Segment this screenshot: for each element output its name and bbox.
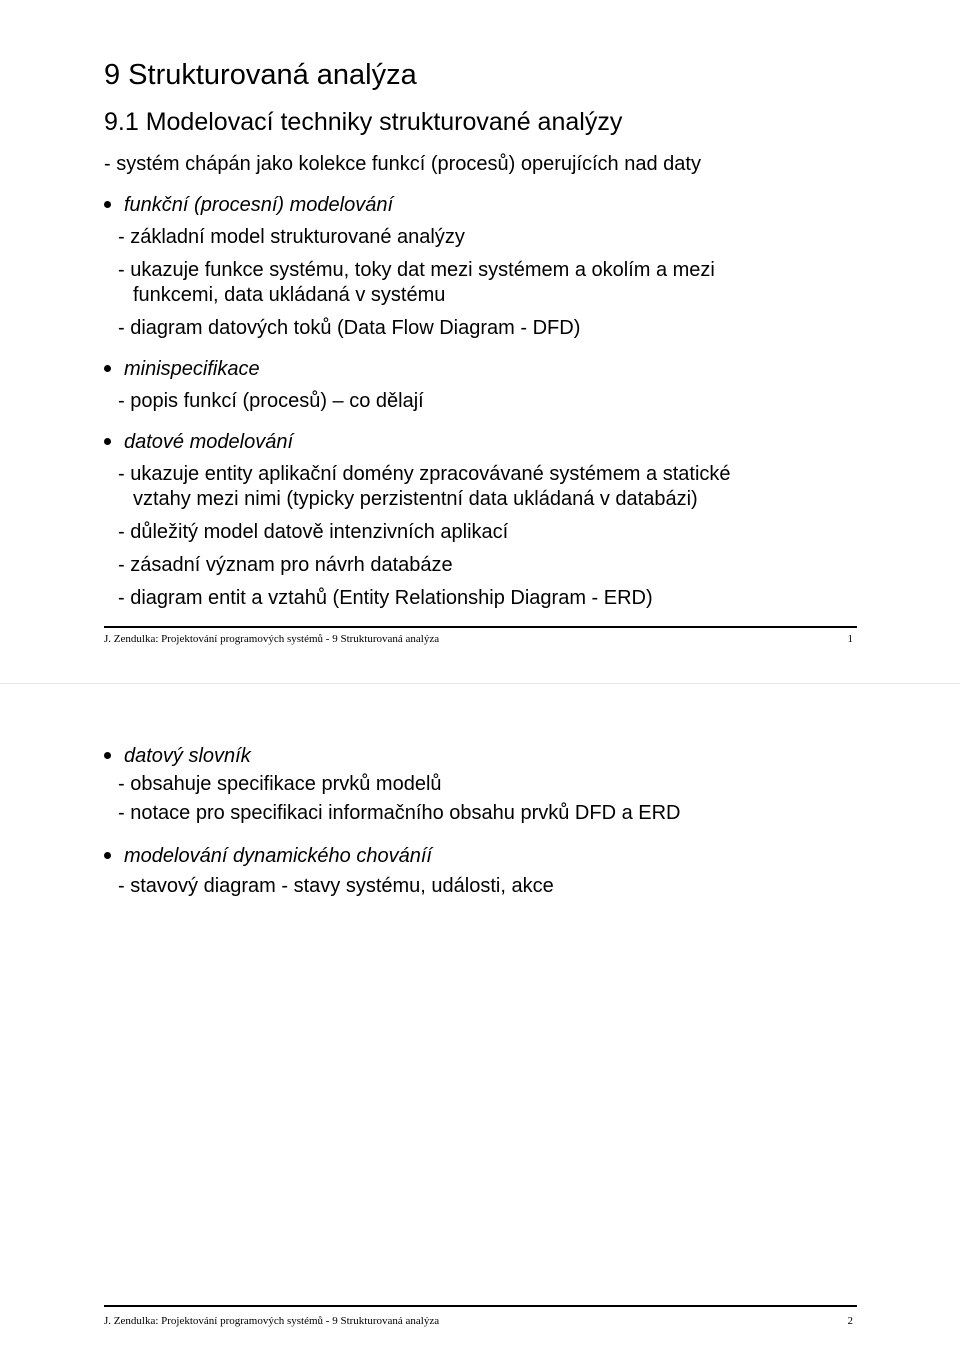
list-item: - diagram entit a vztahů (Entity Relationship Diagram - ERD): [118, 587, 653, 609]
bullet-icon: [104, 365, 111, 372]
list-item-continuation: funkcemi, data ukládaná v systému: [133, 284, 446, 306]
footer-caption: J. Zendulka: Projektování programových systémů - 9 Strukturovaná analýza: [104, 633, 440, 645]
bullet-icon: [104, 438, 111, 445]
list-item: - ukazuje entity aplikační domény zpracovávané systémem a statické: [118, 463, 731, 485]
list-item: - obsahuje specifikace prvků modelů: [118, 773, 442, 795]
list-item-continuation: vztahy mezi nimi (typicky perzistentní data ukládaná v databázi): [133, 488, 698, 510]
page-title: 9 Strukturovaná analýza: [104, 59, 417, 91]
list-item: - základní model strukturované analýzy: [118, 226, 465, 248]
page-number: 1: [847, 633, 853, 645]
list-item: - notace pro specifikaci informačního obsahu prvků DFD a ERD: [118, 802, 681, 824]
page-number: 2: [847, 1315, 853, 1327]
list-item: - stavový diagram - stavy systému, události, akce: [118, 875, 554, 897]
list-item: - popis funkcí (procesů) – co dělají: [118, 390, 424, 412]
bullet-icon: [104, 852, 111, 859]
footer-divider: [104, 626, 857, 628]
list-item: - diagram datových toků (Data Flow Diagram - DFD): [118, 317, 581, 339]
page-separator: [0, 683, 960, 684]
intro-line: - systém chápán jako kolekce funkcí (procesů) operujících nad daty: [104, 153, 701, 175]
bullet-icon: [104, 752, 111, 759]
section-title: 9.1 Modelovací techniky strukturované analýzy: [104, 108, 623, 136]
footer-divider: [104, 1305, 857, 1307]
bullet-icon: [104, 201, 111, 208]
list-item: - důležitý model datově intenzivních aplikací: [118, 521, 509, 543]
section-heading-functional: funkční (procesní) modelování: [124, 194, 394, 216]
list-item: - ukazuje funkce systému, toky dat mezi systémem a okolím a mezi: [118, 259, 715, 281]
section-heading-data-dictionary: datový slovník: [124, 745, 251, 767]
section-heading-minispec: minispecifikace: [124, 358, 260, 380]
section-heading-data-modeling: datové modelování: [124, 431, 294, 453]
footer-caption: J. Zendulka: Projektování programových systémů - 9 Strukturovaná analýza: [104, 1315, 440, 1327]
list-item: - zásadní význam pro návrh databáze: [118, 554, 453, 576]
section-heading-dynamic-modeling: modelování dynamického chováníí: [124, 845, 432, 867]
